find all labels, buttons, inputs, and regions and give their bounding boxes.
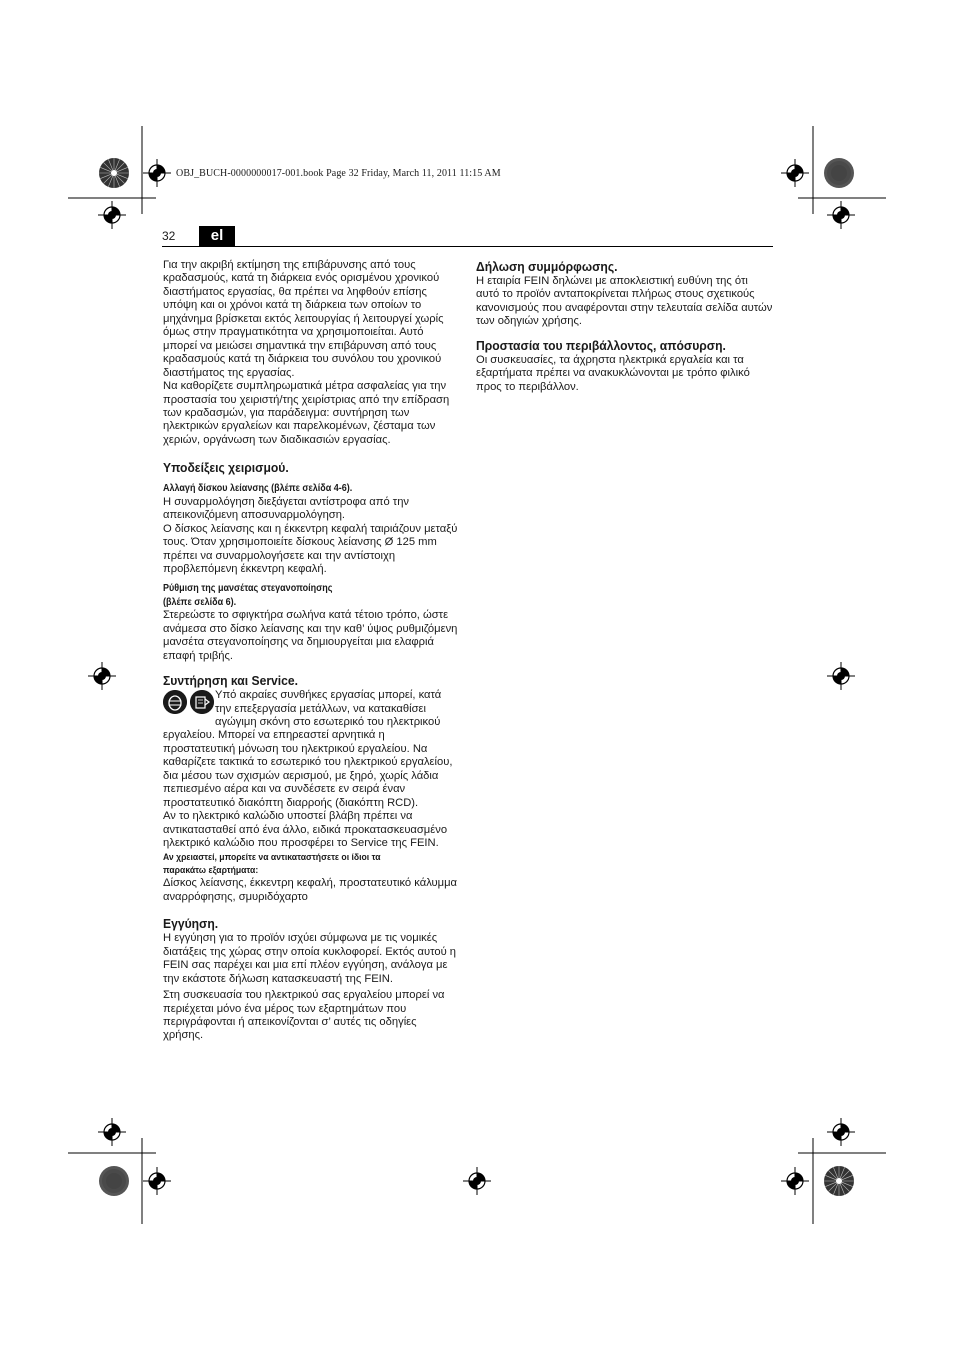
disc-change-paragraph-1: Η συναρμολόγηση διεξάγεται αντίστροφα από την απεικονιζόμενη αποσυναρμολόγηση. bbox=[163, 495, 410, 522]
warranty-heading: Εγγύηση. bbox=[163, 916, 219, 932]
intro-paragraph-2: Να καθορίζετε συμπληρωματικά μέτρα ασφαλείας για την προστασία του χειριστή/της χειρίστριας από την επίδραση των κραδασμών, για παράδειγμα: συντήρηση των ηλεκτρικών εργαλείων και παρελκομένων, ζέσταμα των χεριών, οργάνωση των διαδικασιών εργασίας. bbox=[163, 380, 450, 446]
right-column bbox=[476, 259, 773, 394]
environment-heading: Προστασία του περιβάλλοντος, απόσυρση. bbox=[476, 337, 726, 353]
parts-note: Αν χρειαστεί, μπορείτε να αντικαταστήσετε οι ίδιοι τα bbox=[163, 851, 381, 863]
read-manual-icon bbox=[190, 690, 214, 714]
maintenance-paragraph-1: Υπό ακραίες συνθήκες εργασίας μπορεί, κατά την επεξεργασία μετάλλων, να κατακαθίσει αγώγιμη σκόνη στο εσωτερικό του ηλεκτρικού εργαλείου. Μπορεί να επηρεαστεί αρνητικά η προστατευτική μόνωση του ηλεκτρικού εργαλείου. Να καθαρίζετε τακτικά το εσωτερικό του ηλεκτρικού εργαλείου, δια μέσου των σχισμών αερισμού, με ξηρό, χωρίς λάδια πεπιεσμένο αέρα και να συνδέσετε εν σειρά έναν προστατευτικό διακόπτη διαρροής (διακόπτη RCD). bbox=[163, 689, 453, 809]
operating-heading: Υποδείξεις χειρισμού. bbox=[163, 460, 289, 476]
conformity-heading: Δήλωση συμμόρφωσης. bbox=[476, 259, 618, 274]
maintenance-heading: Συντήρηση και Service. bbox=[163, 673, 299, 689]
conformity-paragraph: Η εταιρία FEIN δηλώνει με αποκλειστική ευθύνη της ότι αυτό το προϊόν ανταποκρίνεται πλήρως στους σχετικούς κανονισμούς που αναφέρονται στην τελευταία σελίδα αυτών των οδηγιών χρήσης. bbox=[476, 275, 773, 328]
header-rule bbox=[162, 246, 773, 247]
warranty-paragraph-2: Στη συσκευασία του ηλεκτρικού σας εργαλείου μπορεί να περιέχεται μόνο ένα μέρος των εξαρτημάτων που περιγράφονται ή απεικονίζονται σ’ αυτές τις οδηγίες χρήσης. bbox=[163, 989, 445, 1042]
safety-icons bbox=[163, 690, 215, 716]
seal-subheading-page: (βλέπε σελίδα 6). bbox=[163, 596, 237, 608]
left-column bbox=[163, 259, 459, 1043]
maintenance-paragraph-2: Αν το ηλεκτρικό καλώδιο υποστεί βλάβη πρέπει να αντικατασταθεί από ένα άλλο, ειδικά προκατασκευασμένο ηλεκτρικό καλώδιο που προσφέρει το Service της FEIN. bbox=[163, 810, 448, 850]
language-tab: el bbox=[199, 226, 235, 246]
face-protection-icon bbox=[163, 690, 187, 714]
disc-change-subheading: Αλλαγή δίσκου λείανσης (βλέπε σελίδα 4-6). bbox=[163, 483, 353, 495]
seal-paragraph: Στερεώστε το σφιγκτήρα σωλήνα κατά τέτοιο τρόπο, ώστε ανάμεσα στο δίσκο λείανσης και την καθ’ ύψος ρυθμιζόμενη μανσέτα στεγανοποίησης να δημιουργείται μια ελαφριά επαφή τριβής. bbox=[163, 609, 458, 662]
page-number: 32 bbox=[162, 229, 176, 243]
seal-subheading: Ρύθμιση της μανσέτας στεγανοποίησης bbox=[163, 583, 333, 595]
parts-list: Δίσκος λείανσης, έκκεντρη κεφαλή, προστατευτικό κάλυμμα αναρρόφησης, σμυριδόχαρτο bbox=[163, 877, 457, 903]
disc-change-paragraph-2: Ο δίσκος λείανσης και η έκκεντρη κεφαλή ταιριάζουν μεταξύ τους. Όταν χρησιμοποιείτε δίσκους λείανσης Ø 125 mm πρέπει να συναρμολογήσετε και την αντίστοιχη προβλεπόμενη έκκεντρη κεφαλή. bbox=[163, 522, 458, 576]
environment-paragraph: Οι συσκευασίες, τα άχρηστα ηλεκτρικά εργαλεία και τα εξαρτήματα πρέπει να ανακυκλώνονται με τρόπο φιλικό προς το περιβάλλον. bbox=[476, 353, 750, 393]
parts-note-continued: παρακάτω εξαρτήματα: bbox=[163, 864, 259, 876]
file-info-line: OBJ_BUCH-0000000017-001.book Page 32 Friday, March 11, 2011 11:15 AM bbox=[176, 168, 501, 179]
intro-paragraph-1: Για την ακριβή εκτίμηση της επιβάρυνσης από τους κραδασμούς, κατά τη διάρκεια ενός ορισμένου χρονικού διαστήματος εργασίας, θα πρέπει να ληφθούν επίσης υπόψη και οι χρόνοι κατά τη διάρκεια των οποίων το μηχάνημα βρίσκεται εκτός λειτουργίας ή λειτουργεί χωρίς όμως στην πραγματικότητα να χρησιμοποιείται. Αυτό μπορεί να μειώσει σημαντικά την επιβάρυνση από τους κραδασμούς κατά τη διάρκεια του συνόλου του χρονικού διαστήματος της εργασίας. bbox=[163, 259, 444, 379]
warranty-paragraph-1: Η εγγύηση για το προϊόν ισχύει σύμφωνα με τις νομικές διατάξεις της χώρας στην οποία κυκλοφορεί. Εκτός αυτού η FEIN σας παρέχει και μια επί πλέον εγγύηση, ανάλογα με την εκάστοτε δήλωση κατασκευαστή της FEIN. bbox=[163, 932, 457, 985]
